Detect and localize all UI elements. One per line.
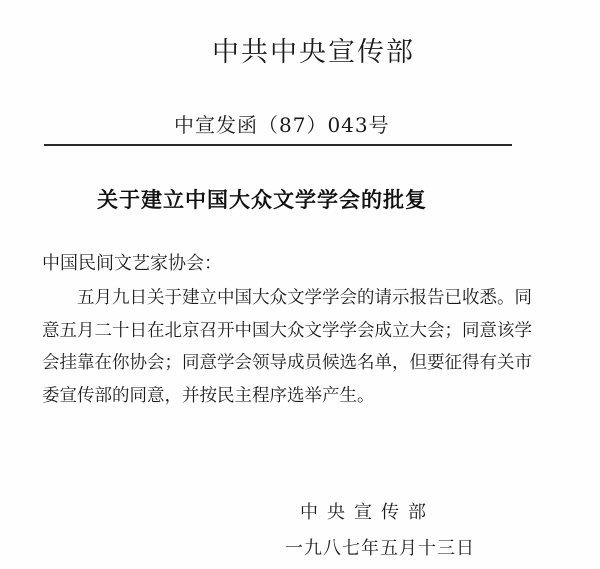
document-title: 关于建立中国大众文学学会的批复 [97, 188, 427, 212]
document-number: 中宣发函（87）043号 [174, 113, 390, 137]
body-paragraph: 五月九日关于建立中国大众文学学会的请示报告已收悉。同意五月二十日在北京召开中国大众文学学会成立大会；同意该学会挂靠在你协会；同意学会领导成员候选名单，但要征得有关市委宣传部的同意，并按民主程序选举产生。 [42, 288, 532, 406]
header-divider [44, 144, 512, 146]
signature-organization: 中央宣传部 [300, 502, 435, 523]
issuer-heading: 中共中央宣传部 [212, 37, 415, 68]
signature-date: 一九八七年五月十三日 [285, 538, 475, 559]
addressee: 中国民间文艺家协会： [42, 253, 222, 274]
